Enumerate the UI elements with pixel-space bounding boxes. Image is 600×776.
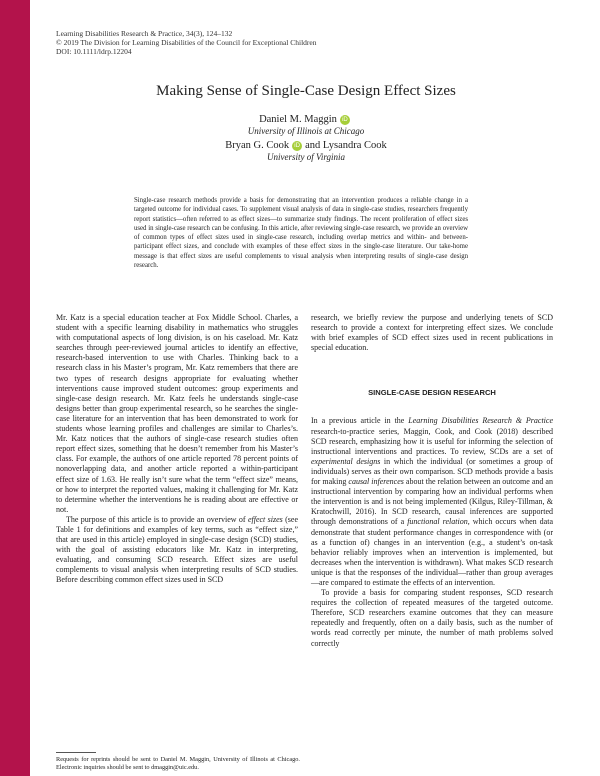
journal-name-bold: DISABILITIES [30,396,50,544]
author-name: Daniel M. Maggin [259,114,337,125]
emphasis: functional relation [407,517,468,527]
emphasis: Learning Disabilities Research & Practice [408,416,554,426]
journal-sidebar [0,0,59,776]
text-run: , which occurs when data demonstrate that student performance changes in correspondence with (or as a function of) changes in an intervention (e.g., a student’s on-task behavior reliably improves when an intervention is implemented, but decreases when the intervention is withdrawn). What makes SCD research unique is that the responses of the individual—rather than group averages—are compared to estimate the effects of an intervention. [311,517,553,587]
author-affiliation: University of Virginia [267,152,345,162]
author-block [56,114,556,166]
emphasis: causal inferences [348,477,404,487]
body-column-left [56,313,298,586]
body-column-right [311,313,553,649]
emphasis: experimental designs [311,456,381,466]
text-run: about the relation between an outcome and an instructional intervention by comparing how an individual performs when the intervention is and is not being implemented (Kilgus, Riley-Tillman, & Kratochwill, 2016). In SCD research, causal inferences are supported through demonstrations of a [311,477,553,527]
text-run: research-to-practice series, Maggin, Cook, and Cook (2018) described SCD research, emphasizing how it is useful for informing the selection of instructional interventions and practices. To review, SCDs are a set of [311,426,553,456]
text-run: In a previous article in the [311,416,409,426]
emphasis: effect sizes [247,514,283,524]
text-run: in which the individual (or sometimes a group of individuals) serves as their own comparison. SCD methods provide a basis for making [311,456,553,487]
coauthor-name: and Lysandra Cook [305,140,387,151]
footnote: Requests for reprints should be sent to Daniel M. Maggin, University of Illinois at Chicago. Electronic inquiries should be sent to dmaggin@uic.edu. [56,756,300,771]
copyright-line: © 2019 The Division for Learning Disabilities of the Council for Exceptional Children [56,38,317,47]
body-paragraph [311,416,553,588]
section-heading: SINGLE-CASE DESIGN RESEARCH [368,388,496,398]
author-line-2 [56,140,556,152]
body-paragraph [56,515,298,586]
text-run: (see Table 1 for definitions and examples of key terms, such as “effect size,” that are used in this article) employed in single-case design (SCD) studies, with the goal of assisting educators like Mr. Katz in interpreting, evaluating, and consuming SCD research. Effect sizes are useful complements to visual analysis when interpreting results of SCD studies. Before describing common effect sizes used in SCD [56,514,298,585]
text-run: The purpose of this article is to provide an overview of [66,514,248,524]
footnote-divider [56,752,96,753]
body-paragraph: To provide a basis for comparing student responses, SCD research requires the collection of repeated measures of the targeted outcome. Therefore, SCD researchers examine outcomes that they can measure repeatedly and frequently, often on a daily basis, such as the number of words read correctly per minute, the number of math problems solved correctly [311,588,553,648]
body-paragraph: research, we briefly review the purpose and underlying tenets of SCD research to provide a context for interpreting effect sizes. We conclude with brief examples of SCD effect sizes used in recent publications in special education. [311,313,553,353]
orcid-icon[interactable]: iD [292,141,302,151]
doi-link[interactable]: DOI: 10.1111/ldrp.12204 [56,47,132,56]
orcid-icon[interactable]: iD [340,115,350,125]
journal-subtitle: RESEARCH & PRACTICE [49,538,59,662]
body-paragraph: Mr. Katz is a special education teacher at Fox Middle School. Charles, a student with a specific learning disability in mathematics who struggles with computational aspects of long division, is on his caseload. Mr. Katz searches through peer-reviewed journal articles to identify an effective, research-based intervention to use with Charles. Thinking back to a research class in his Master’s program, Mr. Katz remembers that there are two types of research designs appropriate for evaluating whether interventions cause improved student outcomes: group experiments and single-case design research. Mr. Katz feels he understands single-case designs better than group experimental research, so he searches the single-case literature for an intervention that has been demonstrated to work for students whose learning profiles and challenges are similar to Charles’s. Mr. Katz notices that the authors of single-case research studies often report effect sizes, something that he doesn’t remember from his Master’s class. For example, the authors of one article reported 78 percent points of nonoverlapping data, and another article reported a within-participant effect size of 1.63. He really isn’t sure what the term “effect size” means, or how to interpret the reported values, making it challenging for Mr. Katz to determine whether the interventions he is reading about are effective or not. [56,313,298,514]
author-line-1 [56,114,556,126]
journal-name-thin: LEARNING [30,551,50,662]
citation-line: Learning Disabilities Research & Practice, 34(3), 124–132 [56,29,233,38]
author-affiliation: University of Illinois at Chicago [247,126,365,136]
citation-header [56,29,556,56]
author-name: Bryan G. Cook [225,140,290,151]
journal-name [32,0,50,662]
abstract: Single-case research methods provide a basis for demonstrating that an intervention produces a reliable change in a targeted outcome for individual cases. To supplement visual analysis of data in single-case studies, researchers frequently report statistics—often referred to as effect sizes—to summarize study findings. The recent proliferation of effect sizes used in single-case research can be confusing. In this article, after reviewing single-case research, we provide an overview of common types of effect sizes used in single-case research, including overlap metrics and within- and between-participant effect sizes, and conclude with examples of these effect sizes in the single-case literature. Our take-home message is that effect sizes are useful complements to visual analysis when interpreting results of single-case design research. [134,197,468,270]
article-title: Making Sense of Single-Case Design Effect Sizes [156,83,456,99]
